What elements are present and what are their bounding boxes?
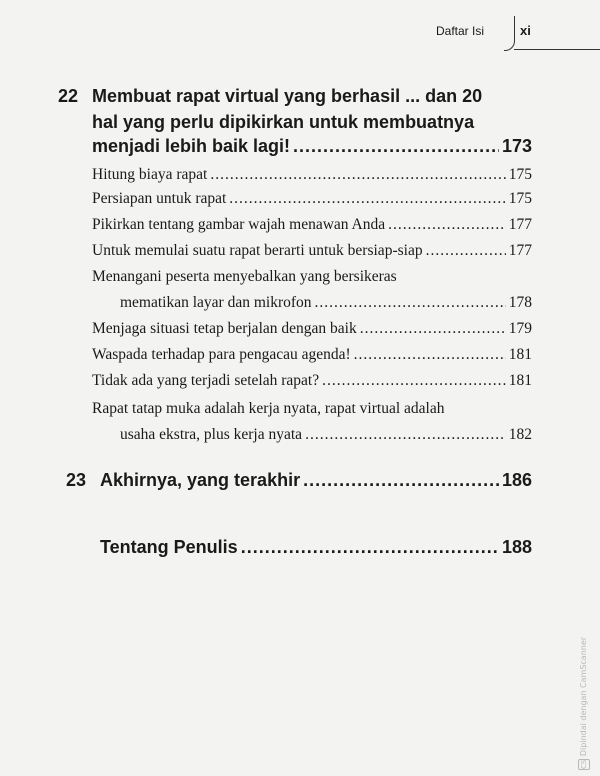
toc-entry-title: Waspada terhadap para pengacau agenda! <box>92 346 351 363</box>
leader-dots <box>229 190 505 208</box>
toc-entry-page: 177 <box>508 242 532 259</box>
toc-entry-page: 181 <box>508 372 532 389</box>
about-author-entry[interactable] <box>100 537 532 558</box>
toc-entry-title: Pikirkan tentang gambar wajah menawan Anda <box>92 216 386 233</box>
toc-entry-page: 175 <box>508 166 532 183</box>
toc-entry-title: Menangani peserta menyebalkan yang bersikeras <box>92 268 397 285</box>
leader-dots <box>305 426 506 444</box>
chapter-22-title-line2: hal yang perlu dipikirkan untuk membuatnya <box>92 112 475 132</box>
chapter-22-page: 173 <box>501 136 532 156</box>
toc-entry[interactable] <box>92 346 532 364</box>
leader-dots <box>388 216 506 234</box>
toc-entry[interactable] <box>92 216 532 234</box>
toc-entry[interactable] <box>92 166 532 184</box>
toc-entry-page: 182 <box>508 426 532 443</box>
toc-entry-title: Hitung biaya rapat <box>92 166 208 183</box>
toc-entry-title: Untuk memulai suatu rapat berarti untuk bersiap-siap <box>92 242 423 259</box>
toc-entry-title-line1[interactable] <box>92 400 532 418</box>
about-author-page: 188 <box>501 537 532 557</box>
chapter-23-entry[interactable] <box>100 470 532 491</box>
chapter-22-title-line1: Membuat rapat virtual yang berhasil ... dan 20 <box>92 86 483 106</box>
leader-dots <box>426 242 506 260</box>
leader-dots <box>293 136 499 157</box>
leader-dots <box>303 470 499 491</box>
header-page-number: xi <box>520 23 531 38</box>
leader-dots <box>210 166 505 184</box>
chapter-23-number: 23 <box>66 470 87 490</box>
toc-entry-title: Persiapan untuk rapat <box>92 190 227 207</box>
leader-dots <box>241 537 499 558</box>
toc-entry-title: Tidak ada yang terjadi setelah rapat? <box>92 372 320 389</box>
toc-entry-page: 181 <box>508 346 532 363</box>
camscanner-logo-icon: CS <box>580 759 588 769</box>
leader-dots <box>322 372 506 390</box>
toc-entry[interactable] <box>92 190 532 208</box>
leader-dots <box>360 320 506 338</box>
toc-entry-page: 178 <box>508 294 532 311</box>
watermark-text: Dipindai dengan CamScanner <box>579 636 588 757</box>
leader-dots <box>354 346 506 364</box>
toc-entry[interactable] <box>92 242 532 260</box>
toc-entry-title-line1[interactable] <box>92 268 532 286</box>
chapter-23-title: Akhirnya, yang terakhir <box>100 470 301 490</box>
toc-entry[interactable] <box>120 426 532 444</box>
chapter-22-number: 22 <box>58 86 79 106</box>
leader-dots <box>315 294 506 312</box>
toc-entry-title: Menjaga situasi tetap berjalan dengan baik <box>92 320 357 337</box>
chapter-22-entry[interactable] <box>92 136 532 157</box>
toc-entry-page: 175 <box>508 190 532 207</box>
scanner-watermark <box>578 636 592 770</box>
toc-entry-title: Rapat tatap muka adalah kerja nyata, rapat virtual adalah <box>92 400 445 417</box>
toc-entry[interactable] <box>92 320 532 338</box>
toc-entry-title: usaha ekstra, plus kerja nyata <box>120 426 303 443</box>
running-header-title: Daftar Isi <box>436 24 485 38</box>
toc-entry[interactable] <box>92 372 532 390</box>
toc-entry-title: mematikan layar dan mikrofon <box>120 294 312 311</box>
toc-entry-page: 179 <box>508 320 532 337</box>
toc-entry-page: 177 <box>508 216 532 233</box>
chapter-22-title-line3: menjadi lebih baik lagi! <box>92 136 291 156</box>
about-author-title: Tentang Penulis <box>100 537 238 557</box>
toc-entry[interactable] <box>120 294 532 312</box>
chapter-23-page: 186 <box>501 470 532 490</box>
